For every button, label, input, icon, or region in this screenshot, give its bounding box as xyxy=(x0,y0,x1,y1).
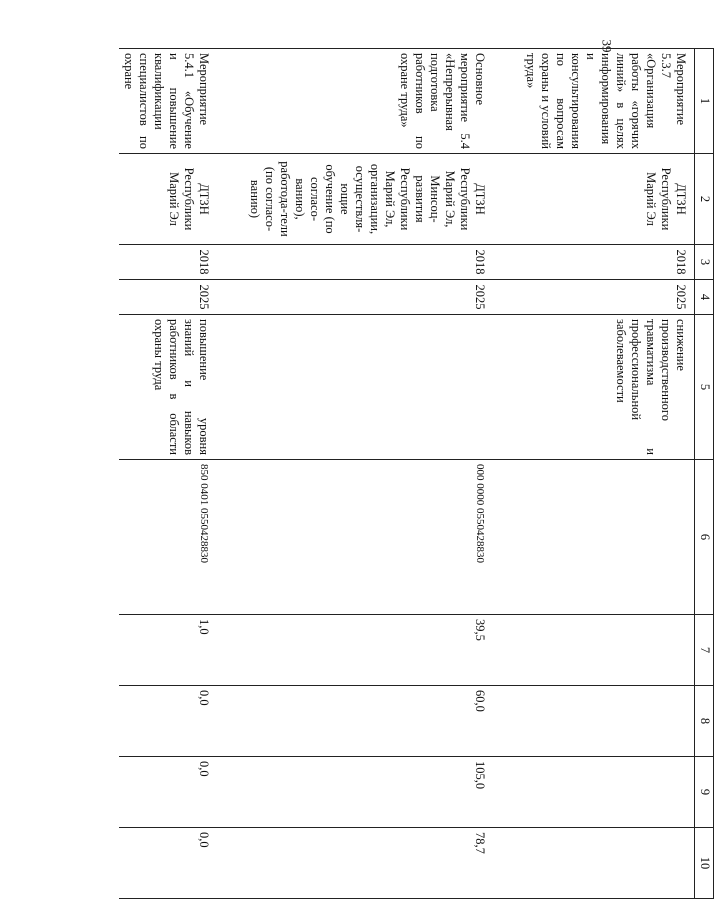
value-cell-10: 0,0 xyxy=(119,828,213,899)
start-year-cell: 2018 xyxy=(245,245,489,280)
value-cell-7: 39,5 xyxy=(245,615,489,686)
end-year-cell: 2025 xyxy=(245,280,489,315)
table-row xyxy=(521,49,695,899)
value-cell-7 xyxy=(521,615,695,686)
column-header-3: 3 xyxy=(695,245,714,280)
column-header-9: 9 xyxy=(695,757,714,828)
value-cell-9 xyxy=(521,757,695,828)
program-measures-table xyxy=(119,48,714,899)
column-header-1: 1 xyxy=(695,49,714,154)
value-cell-8: 60,0 xyxy=(245,686,489,757)
value-cell-8 xyxy=(521,686,695,757)
column-header-8: 8 xyxy=(695,686,714,757)
column-number-row xyxy=(695,49,714,899)
end-year-cell: 2025 xyxy=(521,280,695,315)
value-cell-8: 0,0 xyxy=(119,686,213,757)
column-header-2: 2 xyxy=(695,154,714,245)
table-row xyxy=(119,49,213,899)
executor-cell: ДТЗН Республики Марий Эл xyxy=(119,154,213,245)
end-year-cell: 2025 xyxy=(119,280,213,315)
rotated-table-container xyxy=(26,48,714,870)
budget-code-cell: 000 0000 0550428830 xyxy=(245,460,489,615)
executor-cell: ДТЗН Республики Марий Эл xyxy=(521,154,695,245)
budget-code-cell xyxy=(521,460,695,615)
expected-result-cell: снижение производственного травматизма и профессиональной заболеваемости xyxy=(521,315,695,460)
executor-cell: ДТЗН Республики Марий Эл, Минсоц-развития Республики Марий Эл, организации, осуществля-ющие обучение (по согласо-ванию), работода-тели (по согласо-ванию) xyxy=(245,154,489,245)
page-number: 39 xyxy=(599,39,615,53)
table-row xyxy=(245,49,489,899)
value-cell-7: 1,0 xyxy=(119,615,213,686)
expected-result-cell xyxy=(245,315,489,460)
measure-name-cell: Мероприятие 5.3.7 «Организация работы «горячих линий» в целях информирования и консультирования по вопросам охраны и условий труда» xyxy=(521,49,695,154)
measure-name-cell: Мероприятие 5.4.1 «Обучение и повышение квалификации специалистов по охране xyxy=(119,49,213,154)
column-header-5: 5 xyxy=(695,315,714,460)
value-cell-10 xyxy=(521,828,695,899)
column-header-6: 6 xyxy=(695,460,714,615)
value-cell-9: 105,0 xyxy=(245,757,489,828)
column-header-4: 4 xyxy=(695,280,714,315)
row-spacer xyxy=(213,49,245,899)
budget-code-cell: 850 0401 0550428830 xyxy=(119,460,213,615)
expected-result-cell: повышение уровня знаний и навыков работников в области охраны труда xyxy=(119,315,213,460)
value-cell-10: 78,7 xyxy=(245,828,489,899)
start-year-cell: 2018 xyxy=(521,245,695,280)
start-year-cell: 2018 xyxy=(119,245,213,280)
value-cell-9: 0,0 xyxy=(119,757,213,828)
column-header-7: 7 xyxy=(695,615,714,686)
column-header-10: 10 xyxy=(695,828,714,899)
measure-name-cell: Основное мероприятие 5.4 «Непрерывная подготовка работников по охране труда» xyxy=(245,49,489,154)
row-spacer xyxy=(489,49,521,899)
